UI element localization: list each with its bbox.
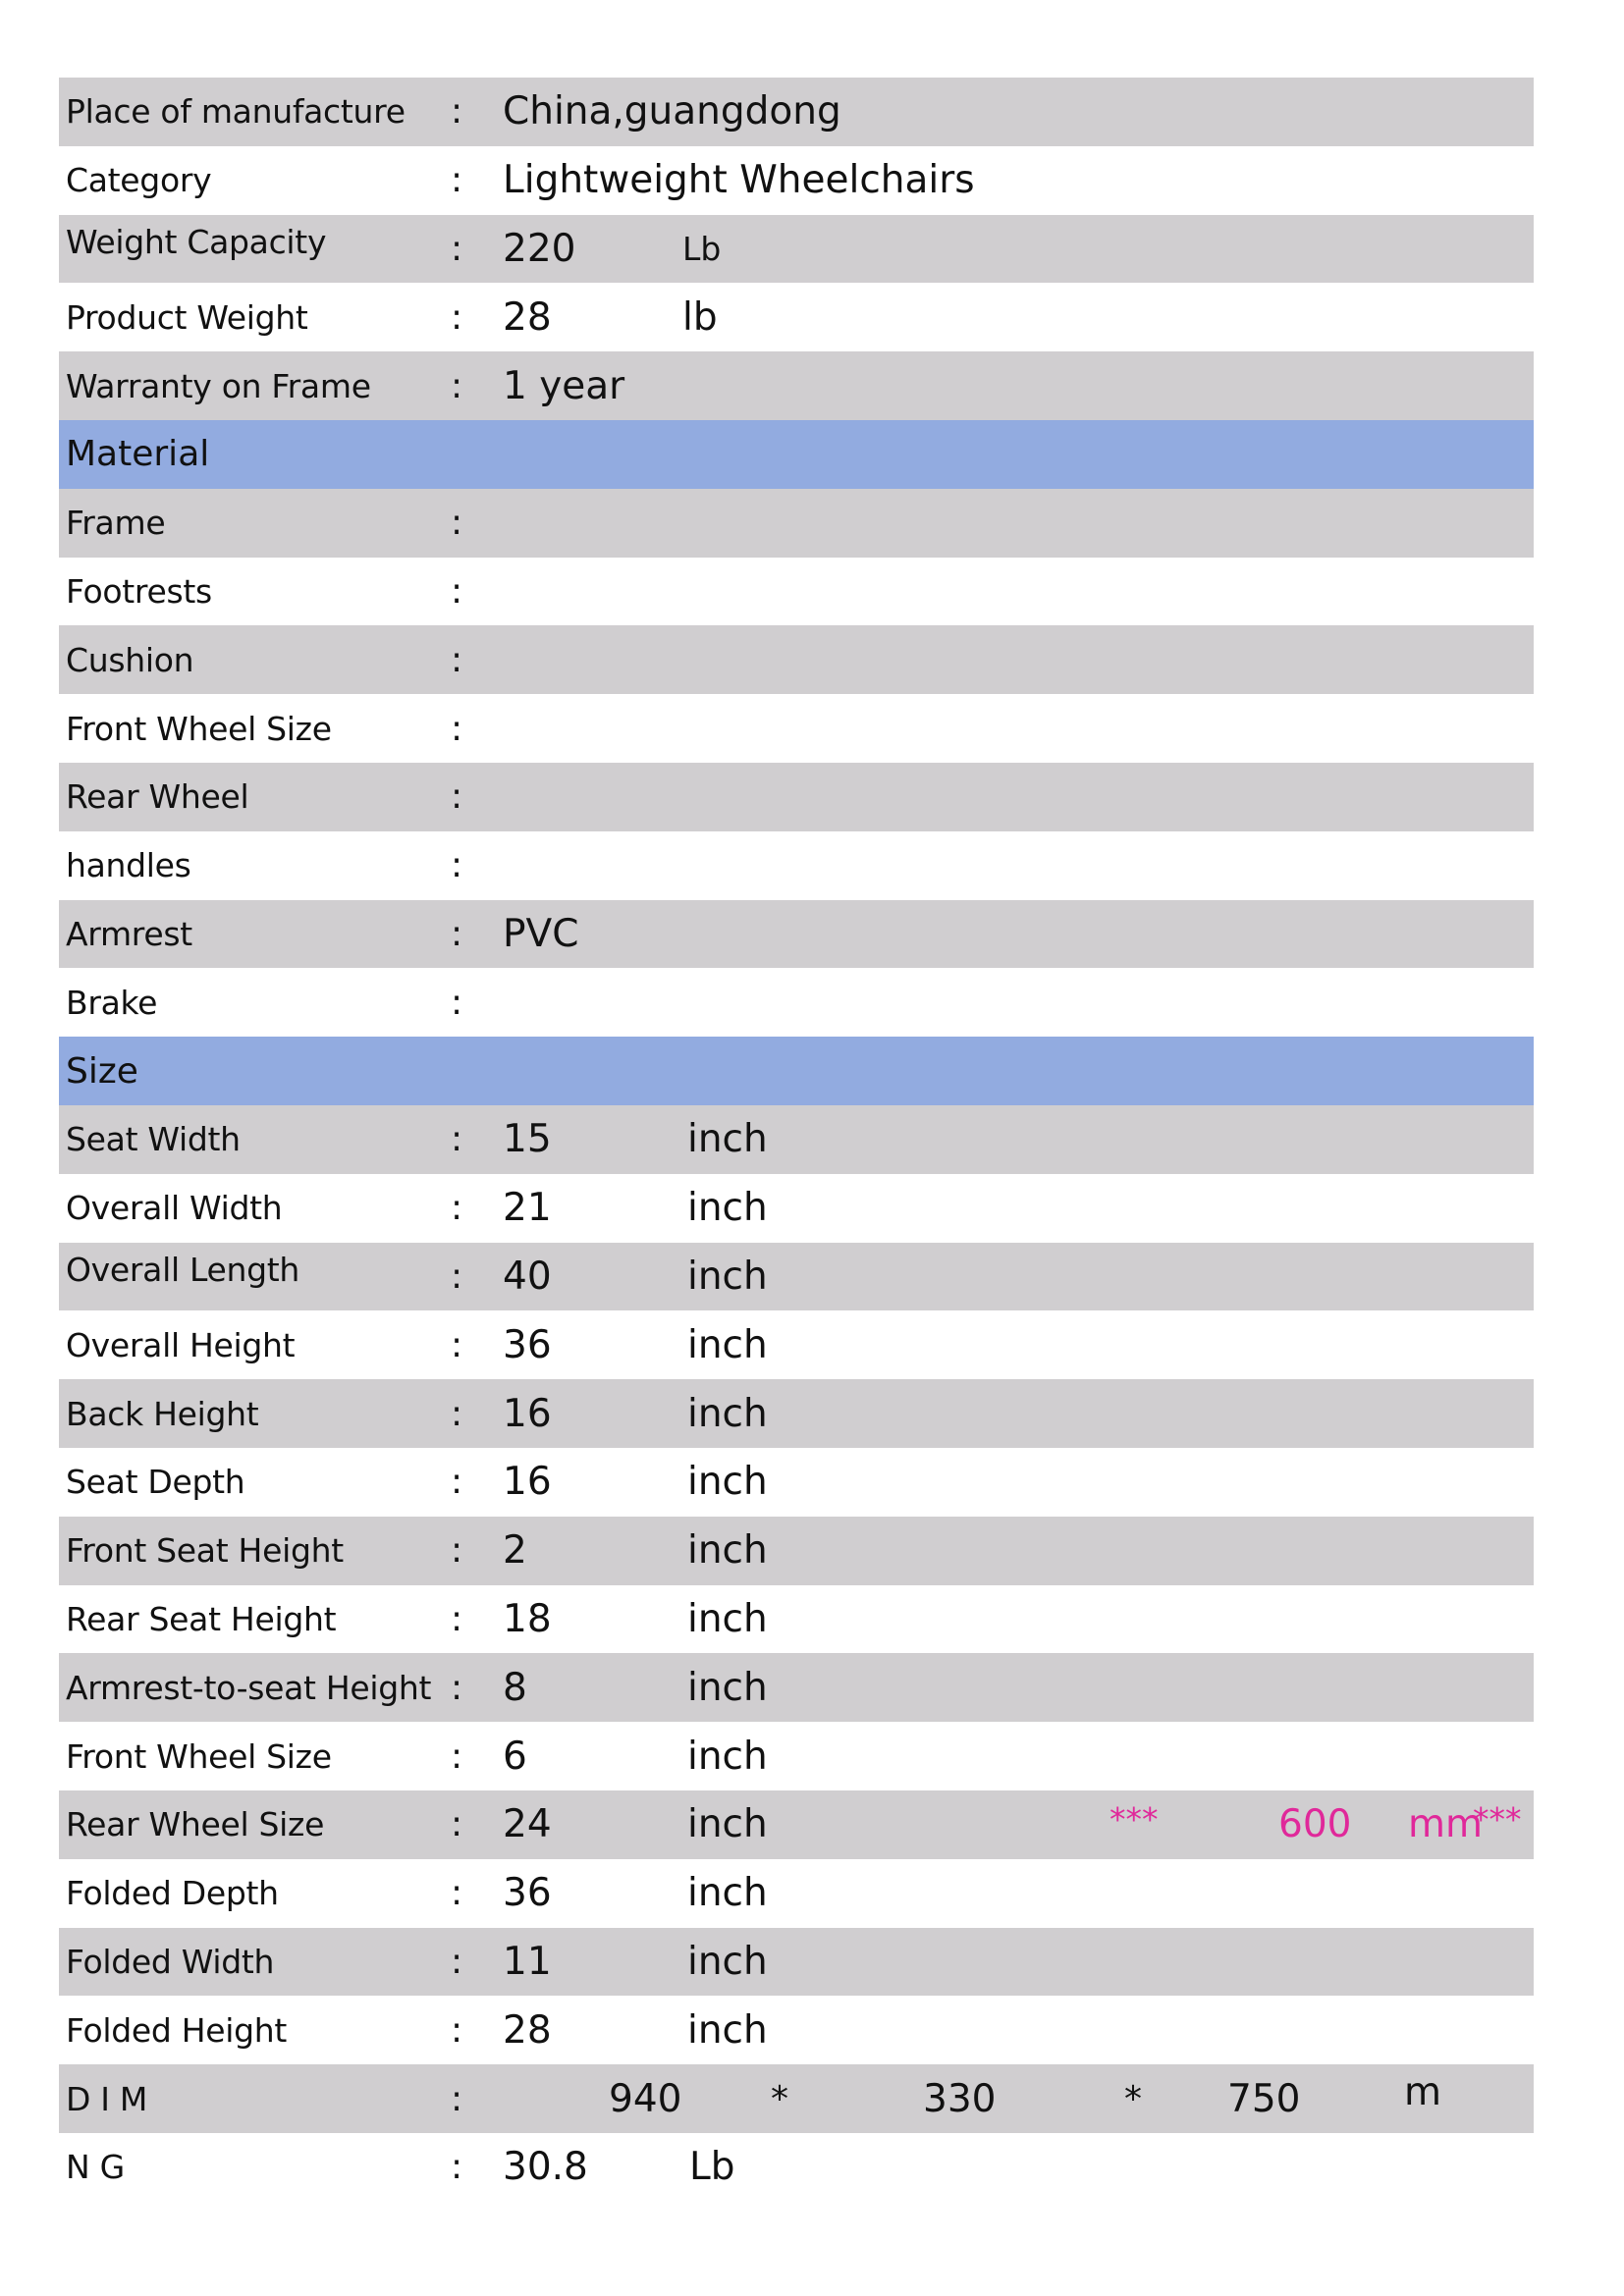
spec-unit: inch [687, 1117, 768, 1162]
spec-row-overall-width [59, 1174, 1534, 1243]
colon: : [451, 1119, 463, 1160]
spec-value: 8 [503, 1665, 527, 1710]
colon: : [451, 365, 463, 406]
spec-label: Front Seat Height [66, 1531, 344, 1571]
spec-row-footrests [59, 558, 1534, 626]
spec-row-folded-height [59, 1996, 1534, 2064]
spec-row-category [59, 146, 1534, 215]
spec-label: Seat Width [66, 1120, 241, 1159]
spec-unit: inch [687, 1254, 768, 1299]
spec-row-front-wheel-size-material [59, 694, 1534, 763]
section-header-material [59, 420, 1534, 489]
colon: : [451, 160, 463, 201]
spec-row-rear-wheel-size [59, 1790, 1534, 1859]
spec-value: 18 [503, 1596, 552, 1641]
spec-value: 24 [503, 1802, 552, 1847]
spec-value: 2 [503, 1528, 527, 1574]
spec-row-armrest [59, 900, 1534, 969]
rear-wheel-mm-value: 600 [1278, 1802, 1352, 1847]
colon: : [451, 1393, 463, 1434]
rear-wheel-mm-unit: mm [1408, 1802, 1483, 1847]
spec-value: 1 year [503, 363, 625, 408]
highlight-stars-left: *** [1110, 1799, 1159, 1839]
spec-value: Lightweight Wheelchairs [503, 158, 975, 203]
colon: : [451, 2009, 463, 2051]
spec-unit: inch [687, 1939, 768, 1984]
colon: : [451, 1667, 463, 1708]
spec-unit: inch [687, 2007, 768, 2053]
spec-value: 28 [503, 2007, 552, 2053]
colon: : [451, 1530, 463, 1572]
spec-value: 16 [503, 1460, 552, 1505]
spec-label: Back Height [66, 1394, 259, 1433]
dim-unit: m [1404, 2070, 1441, 2115]
spec-row-warranty [59, 351, 1534, 420]
spec-unit: inch [687, 1596, 768, 1641]
spec-row-weight-capacity [59, 215, 1534, 284]
spec-row-folded-width [59, 1928, 1534, 1997]
spec-row-overall-length [59, 1243, 1534, 1311]
section-title: Material [66, 434, 210, 475]
spec-row-ng [59, 2133, 1534, 2202]
spec-value: 28 [503, 294, 552, 340]
spec-row-rear-wheel [59, 763, 1534, 831]
spec-label: Overall Height [66, 1325, 296, 1364]
spec-label: Cushion [66, 640, 194, 679]
spec-unit: lb [682, 294, 718, 340]
spec-unit: inch [687, 1802, 768, 1847]
spec-unit: inch [687, 1391, 768, 1436]
spec-label: handles [66, 846, 191, 885]
colon: : [451, 1255, 463, 1297]
spec-row-folded-depth [59, 1859, 1534, 1928]
spec-value: China,guangdong [503, 89, 841, 134]
colon: : [451, 776, 463, 818]
spec-label: Front Wheel Size [66, 709, 332, 748]
spec-value: 36 [503, 1322, 552, 1367]
colon: : [451, 1462, 463, 1503]
spec-value: 36 [503, 1871, 552, 1916]
colon: : [451, 91, 463, 133]
spec-value: 16 [503, 1391, 552, 1436]
spec-label: Place of manufacture [66, 92, 406, 132]
spec-label: Seat Depth [66, 1463, 245, 1502]
spec-label: Folded Height [66, 2010, 288, 2050]
spec-value: PVC [503, 911, 579, 956]
colon: : [451, 639, 463, 680]
colon: : [451, 1324, 463, 1365]
spec-label: Overall Width [66, 1189, 283, 1228]
spec-label: Folded Depth [66, 1874, 279, 1913]
spec-label: D I M [66, 2079, 148, 2118]
dim-separator: * [771, 2078, 788, 2119]
section-header-size [59, 1037, 1534, 1105]
spec-row-cushion [59, 625, 1534, 694]
spec-label: Rear Wheel Size [66, 1805, 325, 1844]
spec-row-seat-depth [59, 1448, 1534, 1517]
spec-value: 220 [503, 226, 576, 271]
spec-value: 21 [503, 1186, 552, 1231]
colon: : [451, 1873, 463, 1914]
spec-unit: inch [687, 1871, 768, 1916]
colon: : [451, 570, 463, 612]
spec-label: Overall Length [66, 1250, 300, 1289]
spec-row-place-of-manufacture [59, 78, 1534, 146]
spec-row-armrest-to-seat-height [59, 1653, 1534, 1722]
spec-value: 6 [503, 1734, 527, 1779]
dim-separator: * [1124, 2078, 1142, 2119]
colon: : [451, 503, 463, 544]
spec-row-frame [59, 489, 1534, 558]
colon: : [451, 1735, 463, 1777]
spec-unit: inch [687, 1322, 768, 1367]
spec-label: Rear Wheel [66, 777, 249, 817]
spec-label: Armrest-to-seat Height [66, 1668, 432, 1707]
spec-label: Armrest [66, 914, 192, 953]
spec-row-overall-height [59, 1310, 1534, 1379]
spec-label: Footrests [66, 571, 212, 611]
colon: : [451, 1941, 463, 1982]
spec-unit: inch [687, 1528, 768, 1574]
colon: : [451, 708, 463, 749]
colon: : [451, 2078, 463, 2119]
spec-unit: Lb [689, 2145, 735, 2190]
dim-height: 750 [1227, 2076, 1301, 2121]
spec-row-dim [59, 2064, 1534, 2133]
spec-label: Folded Width [66, 1942, 275, 1981]
spec-row-handles [59, 831, 1534, 900]
colon: : [451, 1598, 463, 1639]
spec-row-front-seat-height [59, 1517, 1534, 1585]
spec-value: 15 [503, 1117, 552, 1162]
spec-label: Rear Seat Height [66, 1599, 337, 1638]
spec-row-rear-seat-height [59, 1585, 1534, 1654]
spec-value: 30.8 [503, 2145, 588, 2190]
spec-value: 11 [503, 1939, 552, 1984]
spec-unit: inch [687, 1665, 768, 1710]
spec-label: Brake [66, 983, 158, 1022]
section-title: Size [66, 1050, 138, 1092]
spec-label: Frame [66, 504, 166, 543]
colon: : [451, 228, 463, 269]
dim-length: 940 [609, 2076, 682, 2121]
spec-row-brake [59, 968, 1534, 1037]
spec-row-seat-width [59, 1105, 1534, 1174]
spec-unit: inch [687, 1186, 768, 1231]
spec-unit: inch [687, 1460, 768, 1505]
spec-label: Weight Capacity [66, 222, 327, 261]
spec-unit: Lb [682, 229, 722, 268]
colon: : [451, 1188, 463, 1229]
spec-label: Front Wheel Size [66, 1736, 332, 1776]
dim-width: 330 [923, 2076, 997, 2121]
highlight-stars-right: *** [1473, 1799, 1522, 1839]
colon: : [451, 2147, 463, 2188]
spec-value: 40 [503, 1254, 552, 1299]
spec-sheet [59, 78, 1534, 2202]
colon: : [451, 1804, 463, 1845]
spec-row-front-wheel-size [59, 1722, 1534, 1790]
spec-label: Category [66, 161, 212, 200]
colon: : [451, 296, 463, 338]
colon: : [451, 982, 463, 1023]
spec-row-product-weight [59, 283, 1534, 351]
colon: : [451, 845, 463, 886]
spec-label: Product Weight [66, 297, 308, 337]
colon: : [451, 913, 463, 954]
spec-row-back-height [59, 1379, 1534, 1448]
spec-label: Warranty on Frame [66, 366, 371, 405]
spec-label: N G [66, 2148, 125, 2187]
spec-unit: inch [687, 1734, 768, 1779]
